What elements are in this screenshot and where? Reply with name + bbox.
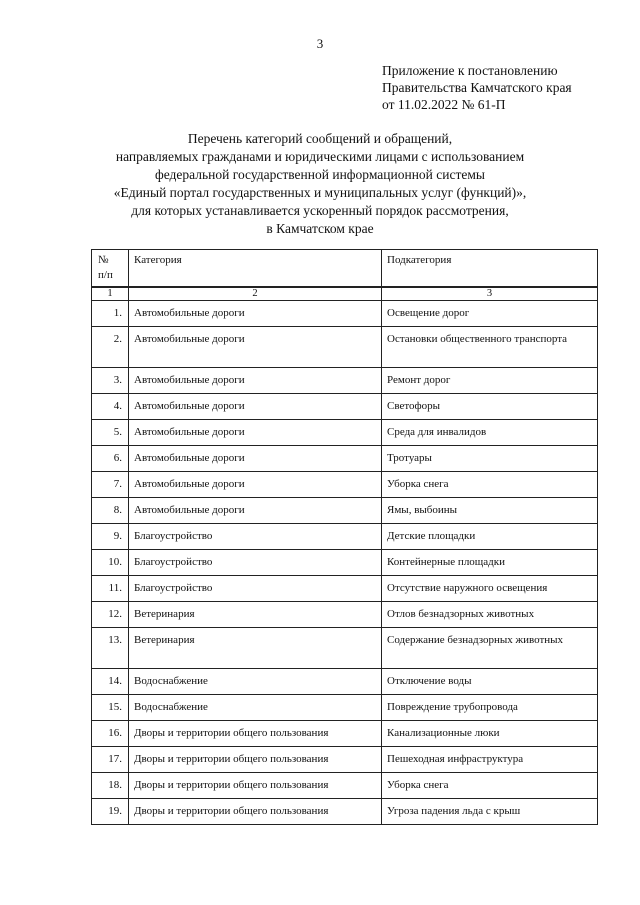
table-row: [92, 576, 598, 602]
row-category: Дворы и территории общего пользования: [129, 721, 382, 747]
row-category: Благоустройство: [129, 524, 382, 550]
row-number: 5.: [92, 420, 129, 446]
table-row: [92, 498, 598, 524]
table-row: [92, 368, 598, 394]
row-number: 3.: [92, 368, 129, 394]
row-subcategory: Отключение воды: [382, 669, 598, 695]
row-category: Водоснабжение: [129, 669, 382, 695]
row-subcategory: Уборка снега: [382, 472, 598, 498]
table-row: [92, 301, 598, 327]
table-row: [92, 602, 598, 628]
row-category: Автомобильные дороги: [129, 301, 382, 327]
column-number: 2: [129, 287, 382, 301]
row-subcategory: Освещение дорог: [382, 301, 598, 327]
table-row: [92, 773, 598, 799]
header-number: [92, 250, 129, 288]
title-line: в Камчатском крае: [266, 221, 374, 236]
row-number: 18.: [92, 773, 129, 799]
appendix-line: от 11.02.2022 № 61-П: [382, 97, 506, 112]
row-number: 17.: [92, 747, 129, 773]
document-title: [0, 130, 640, 238]
row-subcategory: Угроза падения льда с крыш: [382, 799, 598, 825]
table-row: [92, 327, 598, 368]
appendix-header: [382, 62, 572, 113]
row-number: 4.: [92, 394, 129, 420]
row-subcategory: Контейнерные площадки: [382, 550, 598, 576]
row-category: Дворы и территории общего пользования: [129, 773, 382, 799]
column-number: 3: [382, 287, 598, 301]
row-number: 8.: [92, 498, 129, 524]
row-number: 14.: [92, 669, 129, 695]
row-category: Автомобильные дороги: [129, 420, 382, 446]
row-subcategory: Содержание безнадзорных животных: [382, 628, 598, 669]
row-subcategory: Светофоры: [382, 394, 598, 420]
table-row: [92, 628, 598, 669]
table-row: [92, 472, 598, 498]
title-line: для которых устанавливается ускоренный порядок рассмотрения,: [131, 203, 509, 218]
row-category: Благоустройство: [129, 550, 382, 576]
row-subcategory: Ремонт дорог: [382, 368, 598, 394]
appendix-line: Правительства Камчатского края: [382, 80, 572, 95]
row-category: Автомобильные дороги: [129, 327, 382, 368]
row-number: 12.: [92, 602, 129, 628]
row-number: 16.: [92, 721, 129, 747]
header-number-line1: №: [98, 254, 109, 266]
table-row: [92, 524, 598, 550]
row-category: Ветеринария: [129, 628, 382, 669]
row-subcategory: Среда для инвалидов: [382, 420, 598, 446]
row-number: 2.: [92, 327, 129, 368]
row-number: 13.: [92, 628, 129, 669]
table-row: [92, 669, 598, 695]
table-row: [92, 394, 598, 420]
header-number-line2: п/п: [98, 269, 113, 281]
row-subcategory: Отсутствие наружного освещения: [382, 576, 598, 602]
table-row: [92, 446, 598, 472]
row-subcategory: Повреждение трубопровода: [382, 695, 598, 721]
table-row: [92, 420, 598, 446]
row-category: Автомобильные дороги: [129, 446, 382, 472]
row-subcategory: Детские площадки: [382, 524, 598, 550]
title-line: федеральной государственной информационной системы: [155, 167, 485, 182]
table-row: [92, 550, 598, 576]
row-number: 11.: [92, 576, 129, 602]
table-header-row: [92, 250, 598, 288]
row-subcategory: Ямы, выбоины: [382, 498, 598, 524]
title-line: Перечень категорий сообщений и обращений,: [187, 131, 453, 146]
row-category: Автомобильные дороги: [129, 472, 382, 498]
row-number: 19.: [92, 799, 129, 825]
row-category: Дворы и территории общего пользования: [129, 747, 382, 773]
appendix-line: Приложение к постановлению: [382, 63, 558, 78]
row-subcategory: Уборка снега: [382, 773, 598, 799]
table-row: [92, 721, 598, 747]
row-category: Автомобильные дороги: [129, 498, 382, 524]
row-category: Благоустройство: [129, 576, 382, 602]
title-line: «Единый портал государственных и муниципальных услуг (функций)»,: [113, 185, 527, 200]
table-row: [92, 799, 598, 825]
row-subcategory: Канализационные люки: [382, 721, 598, 747]
row-subcategory: Отлов безнадзорных животных: [382, 602, 598, 628]
column-number: 1: [92, 287, 129, 301]
title-line: направляемых гражданами и юридическими лицами с использованием: [115, 149, 525, 164]
row-number: 6.: [92, 446, 129, 472]
row-number: 10.: [92, 550, 129, 576]
row-category: Автомобильные дороги: [129, 394, 382, 420]
row-category: Водоснабжение: [129, 695, 382, 721]
table-row: [92, 695, 598, 721]
categories-table: [91, 249, 598, 825]
row-subcategory: Остановки общественного транспорта: [382, 327, 598, 368]
column-numbers-row: [92, 287, 598, 301]
row-subcategory: Тротуары: [382, 446, 598, 472]
row-number: 1.: [92, 301, 129, 327]
row-category: Дворы и территории общего пользования: [129, 799, 382, 825]
row-category: Автомобильные дороги: [129, 368, 382, 394]
row-number: 15.: [92, 695, 129, 721]
row-number: 7.: [92, 472, 129, 498]
row-category: Ветеринария: [129, 602, 382, 628]
header-category: Категория: [129, 250, 382, 288]
header-subcategory: Подкатегория: [382, 250, 598, 288]
row-number: 9.: [92, 524, 129, 550]
table-row: [92, 747, 598, 773]
row-subcategory: Пешеходная инфраструктура: [382, 747, 598, 773]
page-number: 3: [316, 36, 324, 51]
